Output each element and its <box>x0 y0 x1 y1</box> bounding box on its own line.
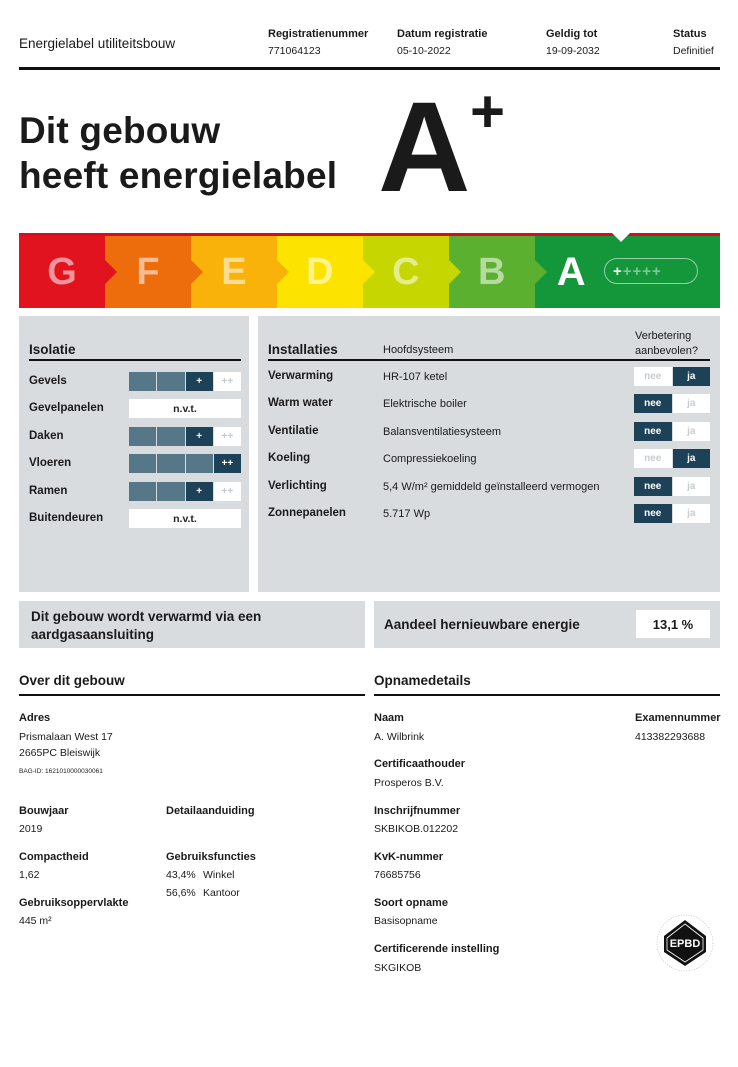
verbetering-ja: ja <box>673 477 711 496</box>
label-segment-d <box>277 236 363 308</box>
geldig-tot-value: 19-09-2032 <box>546 45 600 57</box>
certificaathouder-value: Prosperos B.V. <box>374 777 444 789</box>
examennummer-label: Examennummer <box>635 712 721 724</box>
installatie-row-value: Balansventilatiesysteem <box>383 426 502 438</box>
installatie-row-value: Compressiekoeling <box>383 453 477 465</box>
verwarming-text <box>31 608 261 644</box>
installaties-panel <box>258 316 720 592</box>
chevron-right-icon <box>449 260 461 284</box>
isolatie-divider <box>29 359 241 361</box>
installaties-divider <box>268 359 710 361</box>
installatie-row-label: Warm water <box>268 397 333 409</box>
isolatie-rating-cell <box>157 482 184 501</box>
kvk-value: 76685756 <box>374 869 421 881</box>
verbetering-header-line-1: Verbetering <box>635 330 692 342</box>
verbetering-ja: ja <box>673 394 711 413</box>
compactheid-label: Compactheid <box>19 851 89 863</box>
adres-line-1: Prismalaan West 17 <box>19 731 113 743</box>
isolatie-rating-cell <box>129 372 156 391</box>
registratienummer-field <box>268 28 368 57</box>
verbetering-toggle <box>634 367 710 386</box>
isolatie-rating-bar <box>129 372 241 391</box>
plus-indicator-inactive: ++++ <box>622 262 662 280</box>
functie-pct-1: 43,4% <box>166 869 196 881</box>
isolatie-rating-level: + <box>186 482 213 501</box>
label-segment-letter: F <box>136 250 160 293</box>
verbetering-nee: nee <box>634 367 672 386</box>
verwarming-line-1: Dit gebouw wordt verwarmd via een <box>31 609 262 624</box>
status-label: Status <box>673 28 707 40</box>
datum-registratie-value: 05-10-2022 <box>397 45 451 57</box>
installaties-title: Installaties <box>268 342 338 357</box>
soort-opname-value: Basisopname <box>374 915 438 927</box>
inschrijfnummer-label: Inschrijfnummer <box>374 805 461 817</box>
soort-opname-label: Soort opname <box>374 897 448 909</box>
isolatie-row-label: Daken <box>29 430 64 442</box>
verwarming-box <box>19 601 365 648</box>
isolatie-rating-cell <box>157 454 184 473</box>
isolatie-rating-bar <box>129 427 241 446</box>
compactheid-value: 1,62 <box>19 869 40 881</box>
chevron-right-icon <box>277 260 289 284</box>
hernieuwbaar-label: Aandeel hernieuwbare energie <box>384 617 580 632</box>
epbd-logo-text: EPBD <box>669 938 701 950</box>
detailaanduiding-label: Detailaanduiding <box>166 805 255 817</box>
isolatie-rating-bar <box>129 454 241 473</box>
certificaathouder-label: Certificaathouder <box>374 758 466 770</box>
verbetering-nee: nee <box>634 504 672 523</box>
geldig-tot-label: Geldig tot <box>546 28 598 40</box>
isolatie-nvt: n.v.t. <box>129 509 241 528</box>
hero-line-2: heeft energielabel <box>19 155 338 196</box>
verbetering-ja: ja <box>673 367 711 386</box>
isolatie-nvt: n.v.t. <box>129 399 241 418</box>
label-segment-f <box>105 236 191 308</box>
verbetering-toggle <box>634 477 710 496</box>
verbetering-toggle <box>634 449 710 468</box>
isolatie-rating-cell <box>157 372 184 391</box>
naam-value: A. Wilbrink <box>374 731 425 743</box>
hernieuwbaar-box <box>374 601 720 648</box>
isolatie-rating-cell <box>157 427 184 446</box>
datum-registratie-field <box>397 28 487 57</box>
hero-label-plus: + <box>470 78 506 145</box>
label-segment-g <box>19 236 105 308</box>
geldig-tot-field <box>546 28 600 57</box>
status-field <box>673 28 714 57</box>
verbetering-nee: nee <box>634 422 672 441</box>
installatie-row-value: 5,4 W/m² gemiddeld geïnstalleerd vermogen <box>383 481 600 493</box>
isolatie-title: Isolatie <box>29 342 76 357</box>
label-segment-letter: B <box>478 250 506 293</box>
installatie-row-label: Verwarming <box>268 370 334 382</box>
verwarming-line-2: aardgasaansluiting <box>31 627 155 642</box>
verbetering-toggle <box>634 394 710 413</box>
plus-indicator <box>604 258 698 284</box>
hernieuwbaar-value: 13,1 % <box>636 610 710 638</box>
isolatie-row-label: Vloeren <box>29 457 72 469</box>
adres-line-2: 2665PC Bleiswijk <box>19 747 101 759</box>
naam-label: Naam <box>374 712 404 724</box>
verbetering-header <box>635 329 698 359</box>
isolatie-rating-level: ++ <box>214 454 241 473</box>
installatie-row-value: HR-107 ketel <box>383 371 448 383</box>
certificerende-instelling-label: Certificerende instelling <box>374 943 500 955</box>
installatie-row-label: Verlichting <box>268 480 327 492</box>
isolatie-row-label: Ramen <box>29 485 68 497</box>
installatie-row-value: 5.717 Wp <box>383 508 431 520</box>
installatie-row-value: Elektrische boiler <box>383 398 467 410</box>
certificerende-instelling-value: SKGIKOB <box>374 962 422 974</box>
isolatie-rating-cell <box>129 482 156 501</box>
isolatie-rating-inactive: ++ <box>214 427 241 446</box>
isolatie-rating-inactive: ++ <box>214 482 241 501</box>
isolatie-rating-bar <box>129 482 241 501</box>
verbetering-toggle <box>634 504 710 523</box>
isolatie-panel <box>19 316 249 592</box>
over-gebouw-title: Over dit gebouw <box>19 673 125 688</box>
verbetering-nee: nee <box>634 394 672 413</box>
bouwjaar-value: 2019 <box>19 823 43 835</box>
label-segment-b <box>449 236 535 308</box>
label-segment-letter: D <box>306 250 334 293</box>
registratienummer-value: 771064123 <box>268 45 321 57</box>
gebruiksoppervlakte-label: Gebruiksoppervlakte <box>19 897 129 909</box>
active-label-pointer-icon <box>612 233 630 242</box>
chevron-right-icon <box>363 260 375 284</box>
examennummer-value: 413382293688 <box>635 731 706 743</box>
isolatie-row-label: Buitendeuren <box>29 512 104 524</box>
installatie-row-label: Zonnepanelen <box>268 507 346 519</box>
functie-name-2: Kantoor <box>203 887 240 899</box>
datum-registratie-label: Datum registratie <box>397 28 488 40</box>
document-title: Energielabel utiliteitsbouw <box>19 36 176 51</box>
bouwjaar-label: Bouwjaar <box>19 805 69 817</box>
isolatie-row-label: Gevels <box>29 375 67 387</box>
verbetering-ja: ja <box>673 504 711 523</box>
isolatie-rating-level: + <box>186 427 213 446</box>
inschrijfnummer-value: SKBIKOB.012202 <box>374 823 459 835</box>
opnamedetails-divider <box>374 694 720 696</box>
functie-pct-2: 56,6% <box>166 887 196 899</box>
isolatie-rating-cell <box>129 427 156 446</box>
chevron-right-icon <box>535 260 547 284</box>
installatie-row-label: Ventilatie <box>268 425 319 437</box>
isolatie-rating-inactive: ++ <box>214 372 241 391</box>
isolatie-rating-cell <box>186 454 213 473</box>
verbetering-nee: nee <box>634 477 672 496</box>
verbetering-ja: ja <box>673 422 711 441</box>
isolatie-rating-cell <box>129 454 156 473</box>
document-header <box>19 28 720 70</box>
over-gebouw-divider <box>19 694 365 696</box>
bag-id: BAG-ID: 1621010000030061 <box>19 768 103 775</box>
chevron-right-icon <box>191 260 203 284</box>
label-segment-letter: G <box>47 250 77 293</box>
epbd-logo-icon <box>654 912 716 974</box>
installatie-row-label: Koeling <box>268 452 311 464</box>
verbetering-nee: nee <box>634 449 672 468</box>
kvk-label: KvK-nummer <box>374 851 444 863</box>
verbetering-header-line-2: aanbevolen? <box>635 345 699 357</box>
gebruiksfuncties-label: Gebruiksfuncties <box>166 851 256 863</box>
registratienummer-label: Registratienummer <box>268 28 369 40</box>
hero-heading <box>19 108 337 198</box>
hero-label-letter: A <box>378 76 471 219</box>
gebruiksoppervlakte-value: 445 m² <box>19 915 52 927</box>
label-segment-c <box>363 236 449 308</box>
functie-name-1: Winkel <box>203 869 235 881</box>
hero-line-1: Dit gebouw <box>19 110 221 151</box>
label-segment-e <box>191 236 277 308</box>
adres-label: Adres <box>19 712 51 724</box>
label-segment-letter: A <box>556 249 586 294</box>
plus-indicator-active: + <box>613 262 623 280</box>
status-value: Definitief <box>673 45 714 57</box>
isolatie-rating-level: + <box>186 372 213 391</box>
opnamedetails-title: Opnamedetails <box>374 673 471 688</box>
label-segment-letter: C <box>392 250 420 293</box>
label-segment-letter: E <box>221 250 247 293</box>
hero-energy-label <box>378 76 518 219</box>
isolatie-row-label: Gevelpanelen <box>29 402 104 414</box>
verbetering-ja: ja <box>673 449 711 468</box>
hoofdsysteem-header: Hoofdsysteem <box>383 344 454 356</box>
verbetering-toggle <box>634 422 710 441</box>
chevron-right-icon <box>105 260 117 284</box>
